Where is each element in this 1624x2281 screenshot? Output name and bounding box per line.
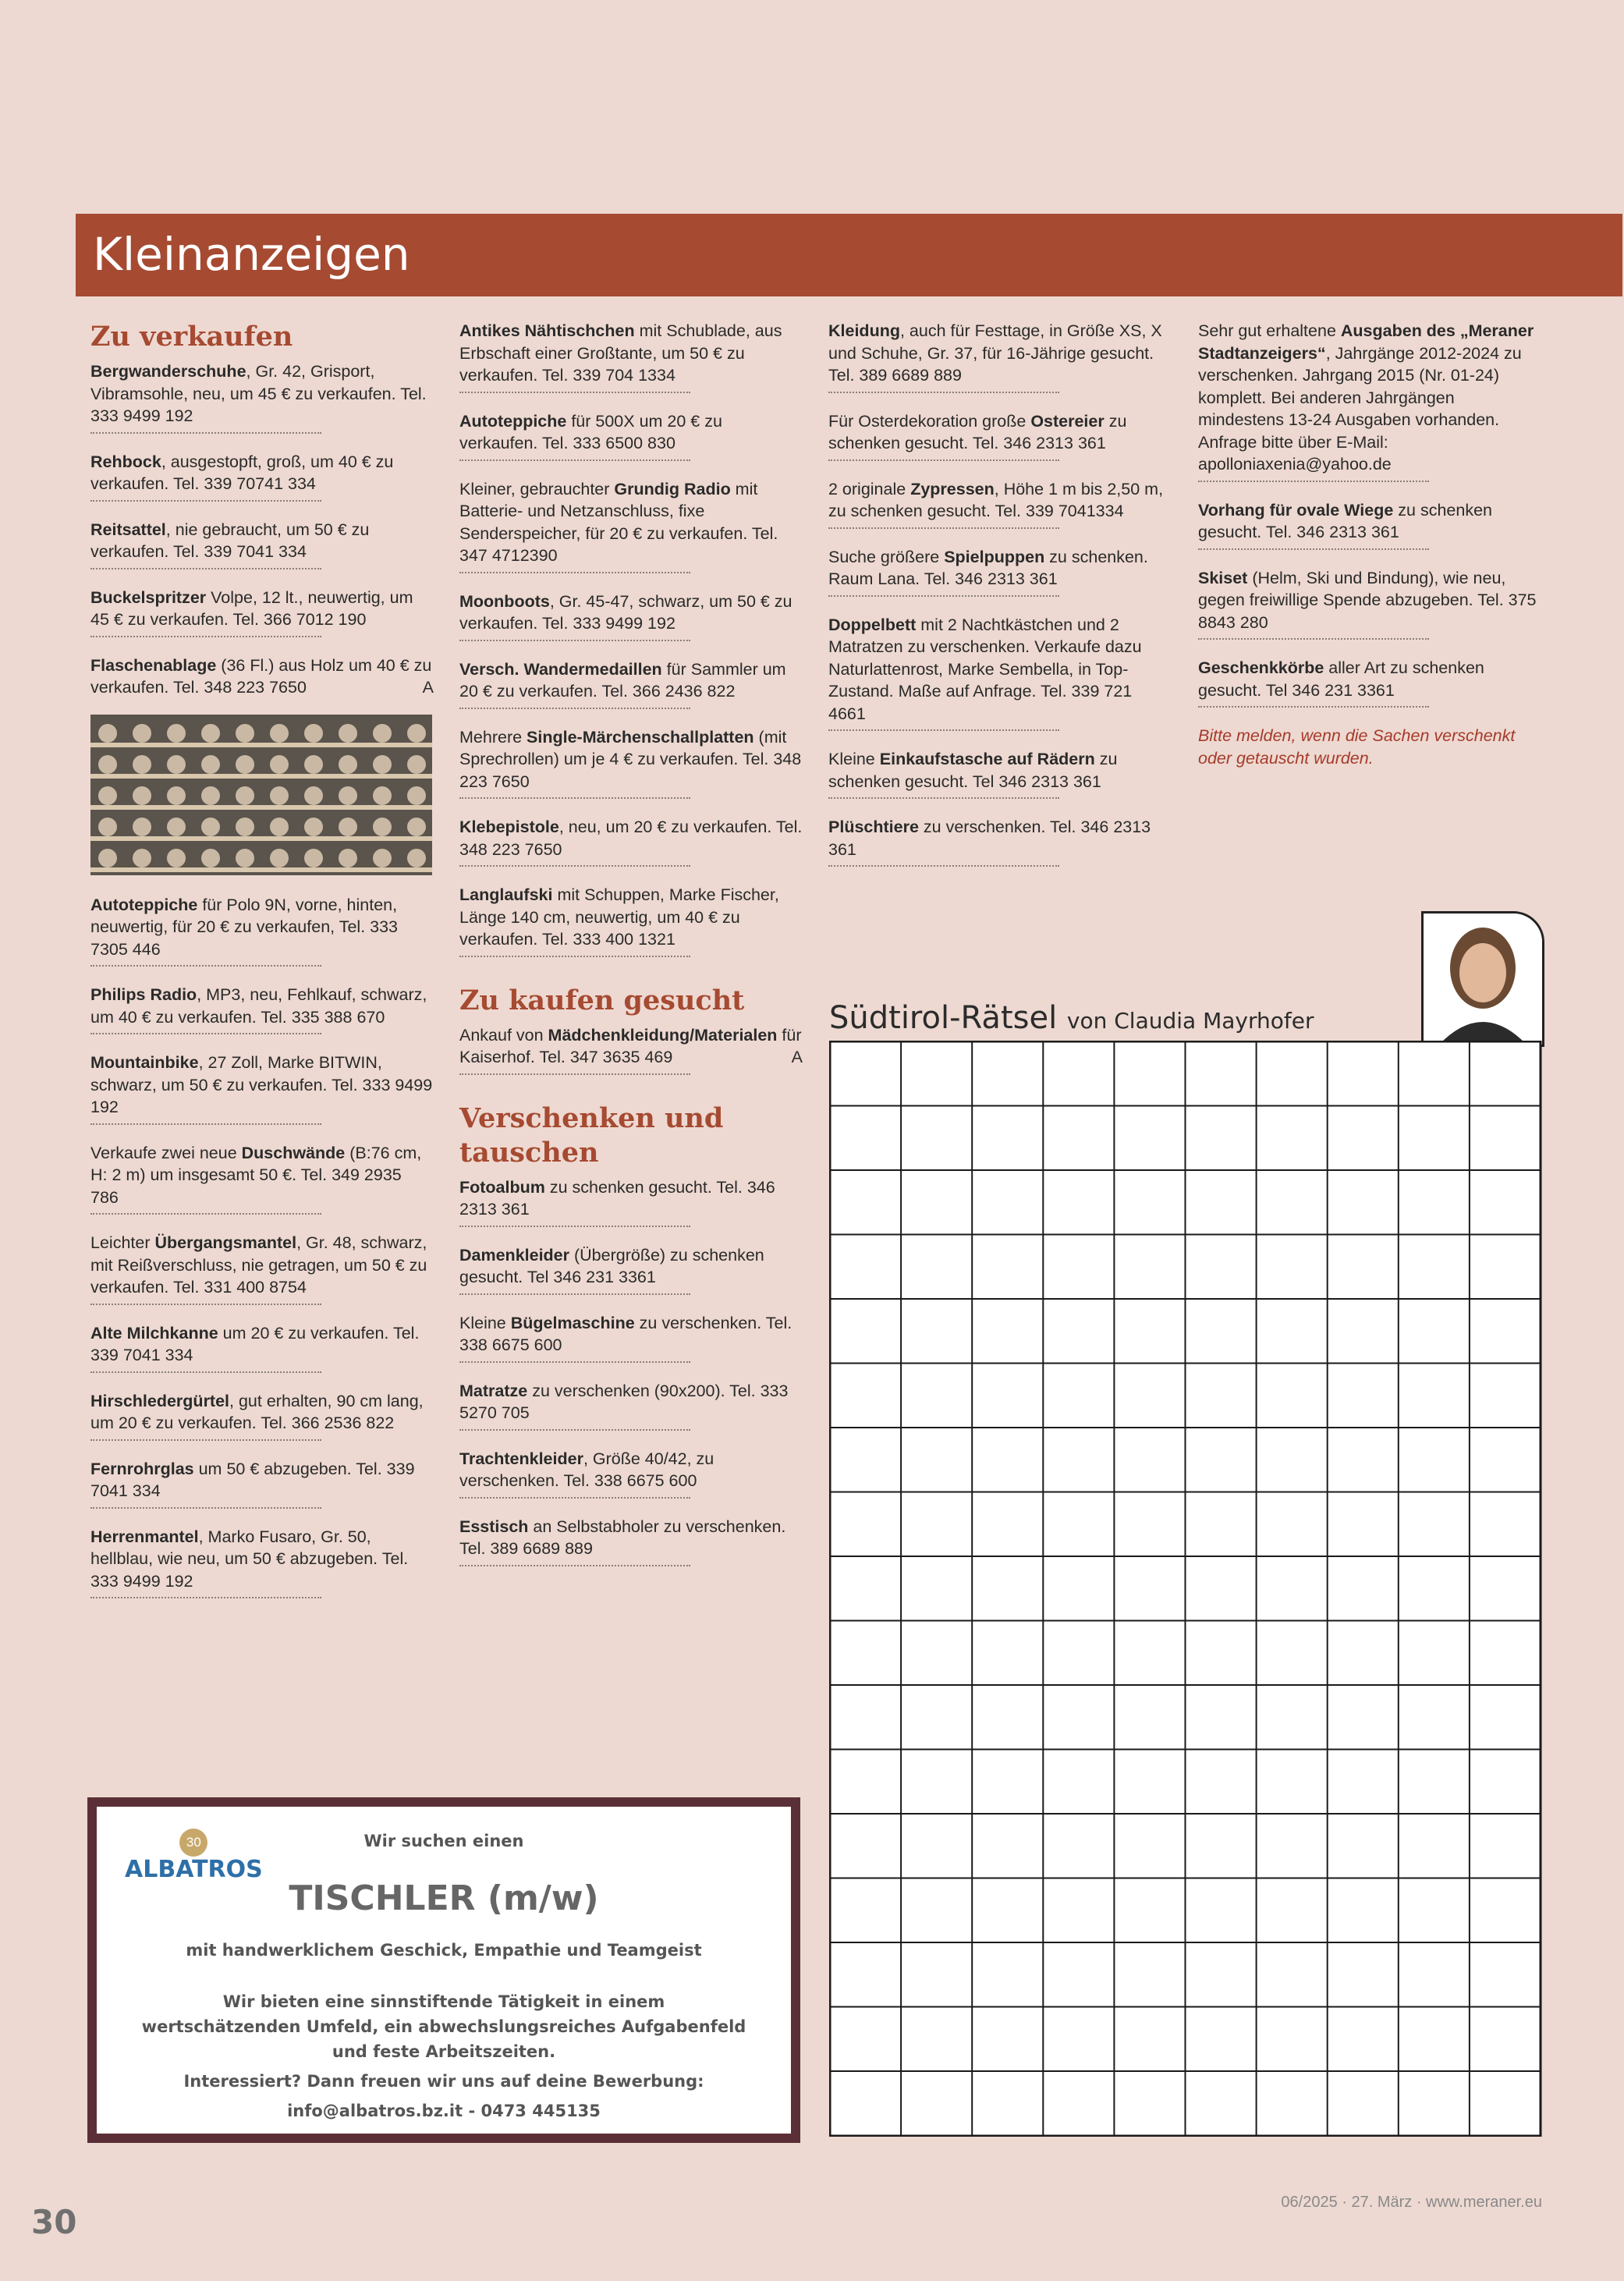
- crossword-svg: [829, 1041, 1542, 2137]
- ad-text: , Gr. 42, Grisport, Vibramsohle, neu, um 45 € zu verkaufen. Tel. 333 9499 192: [90, 362, 427, 425]
- ad-keyword: Herrenmantel: [90, 1527, 199, 1546]
- ad-item: [459, 1448, 803, 1499]
- ads-list-3: [828, 320, 1172, 867]
- ad-keyword: Versch. Wandermedaillen: [459, 659, 662, 679]
- divider: [459, 1293, 690, 1295]
- job-offer: [97, 1989, 791, 2064]
- job-ad-intro: Wir suchen einen: [363, 1832, 524, 1850]
- ad-text: für 500X um 20 € zu verkaufen. Tel. 333 6500 830: [459, 411, 722, 452]
- ad-keyword: Alte Milchkanne: [90, 1323, 218, 1343]
- ad-item: [459, 1312, 803, 1363]
- column-1: [90, 320, 434, 1616]
- footer-meta: 06/2025 · 27. März · www.meraner.eu: [1281, 2194, 1542, 2211]
- ad-keyword: Flaschenablage: [90, 655, 217, 675]
- ad-item: [459, 726, 803, 800]
- ad-item: [1198, 499, 1541, 550]
- ad-item: [90, 519, 434, 569]
- ad-keyword: Single-Märchenschallplatten: [527, 727, 754, 747]
- divider: [1198, 706, 1429, 708]
- section-title-wanted: Zu kaufen gesucht: [459, 984, 745, 1016]
- ad-text: mit Schuppen, Marke Fischer, Länge 140 cm, neuwertig, um 40 € zu verkaufen. Tel. 333 400 1321: [459, 885, 779, 949]
- ad-item: [828, 546, 1172, 597]
- ad-keyword: Trachtenkleider: [459, 1449, 583, 1468]
- ad-keyword: Rehbock: [90, 452, 161, 471]
- ad-keyword: Fernrohrglas: [90, 1459, 194, 1478]
- portrait-image: [1424, 913, 1542, 1045]
- ad-text: , 27 Zoll, Marke BITWIN, schwarz, um 50 € zu verkaufen. Tel. 333 9499 192: [90, 1053, 433, 1116]
- divider: [1198, 548, 1429, 550]
- job-ad-inner: [97, 1807, 791, 2134]
- divider: [1198, 481, 1429, 482]
- ad-item: [90, 984, 434, 1034]
- job-skills: mit handwerklichem Geschick, Empathie und Teamgeist: [186, 1941, 702, 1960]
- ad-item: [828, 478, 1172, 529]
- ad-text: zu verschenken. Tel. 346 2313 361: [828, 818, 1151, 859]
- ad-keyword: Philips Radio: [90, 985, 197, 1004]
- ad-prefix: Kleine: [828, 750, 880, 768]
- ad-text: für Kaiserhof. Tel. 347 3635 469: [459, 1025, 802, 1066]
- ad-mark: A: [791, 1048, 803, 1066]
- ad-prefix: Mehrere: [459, 727, 527, 747]
- puzzle-author: von Claudia Mayrhofer: [1066, 1008, 1314, 1034]
- ads-list-4: [1198, 320, 1541, 708]
- ad-text: , Höhe 1 m bis 2,50 m, zu schenken gesucht. Tel. 339 7041334: [828, 479, 1164, 520]
- ad-keyword: Autoteppiche: [459, 411, 567, 431]
- ad-text: , ausgestopft, groß, um 40 € zu verkaufen. Tel. 339 70741 334: [90, 452, 394, 493]
- anniversary-badge: 30: [179, 1829, 207, 1857]
- ad-prefix: Leichter: [90, 1233, 155, 1252]
- divider: [459, 797, 690, 799]
- column-3: [828, 320, 1172, 884]
- ad-text: , Gr. 45-47, schwarz, um 50 € zu verkaufen. Tel. 333 9499 192: [459, 591, 792, 633]
- ad-item: [828, 410, 1172, 461]
- ad-item: [90, 1526, 434, 1599]
- ad-keyword: Langlaufski: [459, 885, 553, 904]
- puzzle-title: [829, 999, 1314, 1041]
- puzzle-title-main: Südtirol-Rätsel: [829, 1000, 1058, 1036]
- ad-keyword: Ausgaben des „Meraner Stadtanzeigers“: [1198, 321, 1534, 363]
- ad-text: , Gr. 48, schwarz, mit Reißverschluss, nie getragen, um 50 € zu verkaufen. Tel. 331 400 8754: [90, 1233, 427, 1297]
- ad-text: zu verschenken. Tel. 338 6675 600: [459, 1313, 792, 1354]
- ad-item: [459, 410, 803, 461]
- ad-text: zu schenken gesucht. Tel 346 2313 361: [828, 750, 1118, 791]
- ad-text: , gut erhalten, 90 cm lang, um 20 € zu verkaufen. Tel. 366 2536 822: [90, 1391, 424, 1432]
- ad-prefix: Suche größere: [828, 547, 945, 566]
- ad-keyword: Spielpuppen: [944, 547, 1045, 566]
- ad-keyword: Matratze: [459, 1381, 528, 1400]
- note-text: Bitte melden, wenn die Sachen verschenkt oder getauscht wurden.: [1198, 726, 1516, 768]
- ad-keyword: Duschwände: [241, 1143, 346, 1162]
- ad-text: , neu, um 20 € zu verkaufen. Tel. 348 223 7650: [459, 818, 803, 859]
- ad-text: , MP3, neu, Fehlkauf, schwarz, um 40 € zu verkaufen. Tel. 335 388 670: [90, 985, 427, 1027]
- ad-item: [90, 655, 434, 699]
- divider: [459, 1565, 690, 1566]
- divider: [1198, 638, 1429, 640]
- divider: [90, 568, 321, 569]
- divider: [90, 1213, 321, 1215]
- ad-item: [90, 1232, 434, 1305]
- author-portrait: [1421, 911, 1544, 1047]
- column-2: [459, 320, 803, 1584]
- divider: [459, 1073, 690, 1075]
- ad-item: [459, 1380, 803, 1431]
- section-title-give: Verschenken und tauschen: [459, 1101, 724, 1169]
- ad-prefix: 2 originale: [828, 479, 911, 498]
- ad-text: um 50 € abzugeben. Tel. 339 7041 334: [90, 1459, 415, 1500]
- ads-list-2: [459, 320, 803, 957]
- divider: [828, 392, 1059, 393]
- ad-prefix: Verkaufe zwei neue: [90, 1143, 242, 1162]
- ad-item: [459, 1176, 803, 1227]
- bottle-rack-photo: [90, 715, 432, 875]
- ad-keyword: Ostereier: [1030, 411, 1105, 431]
- job-offer-line-3: und feste Arbeitszeiten.: [332, 2042, 556, 2061]
- ad-text: (mit Sprechrollen) um je 4 € zu verkaufen. Tel. 348 223 7650: [459, 727, 802, 791]
- ad-item: [828, 816, 1172, 867]
- ads-list-wanted: [459, 1024, 803, 1075]
- divider: [90, 965, 321, 967]
- ad-text: , nie gebraucht, um 50 € zu verkaufen. Tel. 339 7041 334: [90, 520, 370, 561]
- job-contact: info@albatros.bz.it - 0473 445135: [287, 2102, 601, 2120]
- divider: [828, 459, 1059, 461]
- logo-text: ALBATROS: [125, 1856, 263, 1883]
- column-4: [1198, 320, 1541, 769]
- ad-prefix: Für Osterdekoration große: [828, 411, 1031, 431]
- ad-prefix: Kleiner, gebrauchter: [459, 479, 615, 498]
- ad-keyword: Reitsattel: [90, 520, 166, 539]
- ad-text: , Größe 40/42, zu verschenken. Tel. 338 6675 600: [459, 1449, 714, 1490]
- divider: [459, 1429, 690, 1431]
- ad-item: [828, 748, 1172, 799]
- ad-keyword: Geschenkkörbe: [1198, 658, 1324, 677]
- section-title-sell: Zu verkaufen: [90, 321, 293, 353]
- ad-keyword: Esstisch: [459, 1517, 529, 1536]
- ad-item: [828, 320, 1172, 393]
- divider: [90, 1507, 321, 1509]
- ad-text: Volpe, 12 lt., neuwertig, um 45 € zu verkaufen. Tel. 366 7012 190: [90, 587, 413, 629]
- ad-keyword: Hirschledergürtel: [90, 1391, 230, 1410]
- divider: [90, 500, 321, 502]
- ad-item: [459, 1244, 803, 1295]
- ad-item: [90, 1052, 434, 1125]
- divider: [90, 1123, 321, 1125]
- ad-item: [90, 1390, 434, 1441]
- divider: [459, 1361, 690, 1363]
- ad-keyword: Einkaufstasche auf Rädern: [879, 750, 1095, 768]
- ad-item: [1198, 320, 1541, 482]
- ad-text: für Polo 9N, vorne, hinten, neuwertig, für 20 € zu verkaufen, Tel. 333 7305 446: [90, 895, 399, 959]
- ad-text: (36 Fl.) aus Holz um 40 € zu verkaufen. Tel. 348 223 7650: [90, 655, 432, 697]
- ad-keyword: Vorhang für ovale Wiege: [1198, 500, 1394, 520]
- ad-prefix: Sehr gut erhaltene: [1198, 321, 1341, 340]
- ad-item: [459, 884, 803, 957]
- ad-keyword: Antikes Nähtischchen: [459, 321, 635, 340]
- ad-keyword: Damenkleider: [459, 1245, 570, 1265]
- ad-item: [90, 1142, 434, 1215]
- divider: [828, 595, 1059, 597]
- ad-keyword: Skiset: [1198, 568, 1248, 587]
- ad-keyword: Klebepistole: [459, 818, 559, 836]
- ad-item: [459, 1024, 803, 1075]
- job-title: TISCHLER (m/w): [289, 1878, 599, 1918]
- divider: [459, 640, 690, 641]
- ad-item: [90, 360, 434, 434]
- ad-item: [459, 478, 803, 573]
- ad-text: mit Schublade, aus Erbschaft einer Großtante, um 50 € zu verkaufen. Tel. 339 704 1334: [459, 321, 782, 385]
- ad-keyword: Bergwanderschuhe: [90, 362, 246, 381]
- ad-item: [459, 1516, 803, 1566]
- divider: [90, 1371, 321, 1373]
- ad-item: [90, 587, 434, 637]
- ad-prefix: Kleine: [459, 1313, 511, 1332]
- divider: [459, 1497, 690, 1499]
- ad-item: [1198, 567, 1541, 640]
- divider: [90, 1597, 321, 1598]
- divider: [828, 797, 1059, 799]
- ad-keyword: Kleidung: [828, 321, 900, 340]
- ad-keyword: Bügelmaschine: [510, 1313, 635, 1332]
- ad-text: zu schenken. Raum Lana. Tel. 346 2313 361: [828, 547, 1148, 588]
- ad-keyword: Autoteppiche: [90, 895, 198, 914]
- page-title: Kleinanzeigen: [93, 228, 410, 281]
- divider: [828, 527, 1059, 529]
- ad-keyword: Mountainbike: [90, 1053, 199, 1072]
- ad-keyword: Zypressen: [910, 479, 995, 498]
- divider: [459, 708, 690, 709]
- ad-text: , Jahrgänge 2012-2024 zu verschenken. Jahrgang 2015 (Nr. 01-24) komplett. Bei anderen Jahrgängen mindestens 13-24 Ausgaben vorhanden. Anfrage bitte über E-Mail: apolloniaxenia@yahoo.de: [1198, 343, 1522, 474]
- divider: [459, 865, 690, 867]
- ad-mark: A: [422, 678, 434, 697]
- ad-item: [459, 320, 803, 393]
- ad-text: zu schenken gesucht. Tel. 346 2313 361: [1198, 500, 1492, 541]
- ad-text: zu verschenken (90x200). Tel. 333 5270 705: [459, 1381, 789, 1422]
- ad-prefix: Ankauf von: [459, 1025, 548, 1045]
- divider: [90, 1304, 321, 1305]
- divider: [90, 636, 321, 637]
- ad-item: [90, 451, 434, 502]
- divider: [828, 729, 1059, 731]
- ad-text: aller Art zu schenken gesucht. Tel 346 231 3361: [1198, 658, 1484, 700]
- ad-text: (B:76 cm, H: 2 m) um insgesamt 50 €. Tel. 349 2935 786: [90, 1143, 422, 1207]
- ad-item: [459, 816, 803, 867]
- ad-text: (Übergröße) zu schenken gesucht. Tel 346 231 3361: [459, 1245, 764, 1286]
- ad-item: [90, 1458, 434, 1509]
- crossword-grid[interactable]: [829, 1041, 1542, 1360]
- ad-keyword: Fotoalbum: [459, 1177, 545, 1197]
- ad-text: , Marko Fusaro, Gr. 50, hellblau, wie neu, um 50 € abzugeben. Tel. 333 9499 192: [90, 1527, 409, 1591]
- divider: [459, 392, 690, 393]
- ad-keyword: Übergangsmantel: [154, 1233, 297, 1252]
- ad-text: zu schenken gesucht. Tel. 346 2313 361: [459, 1177, 775, 1219]
- ad-keyword: Doppelbett: [828, 615, 917, 634]
- divider: [459, 1226, 690, 1227]
- page-number: 30: [31, 2203, 77, 2241]
- ad-keyword: Plüschtiere: [828, 818, 919, 836]
- ad-text: mit Batterie- und Netzanschluss, fixe Senderspeicher, für 20 € zu verkaufen. Tel. 347 4712390: [459, 479, 778, 565]
- ad-text: (Helm, Ski und Bindung), wie neu, gegen freiwillige Spende abzugeben. Tel. 375 8843 280: [1198, 568, 1537, 632]
- header-banner: [76, 214, 1622, 296]
- ad-item: [1198, 657, 1541, 708]
- ad-keyword: Mädchenkleidung/Materialen: [548, 1025, 778, 1045]
- job-offer-line-2: wertschätzenden Umfeld, ein abwechslungsreiches Aufgabenfeld: [141, 2017, 746, 2036]
- divider: [90, 1033, 321, 1034]
- job-offer-line-1: Wir bieten eine sinnstiftende Tätigkeit in einem: [222, 1992, 665, 2011]
- ad-item: [828, 614, 1172, 732]
- ad-keyword: Buckelspritzer: [90, 587, 207, 607]
- ad-item: [459, 591, 803, 641]
- ad-text: zu schenken gesucht. Tel. 346 2313 361: [828, 411, 1127, 452]
- divider: [90, 432, 321, 434]
- ad-text: mit 2 Nachtkästchen und 2 Matratzen zu verschenken. Verkaufe dazu Naturlattenrost, Marke Sembella, in Top-Zustand. Maße auf Anfrage. Tel. 339 721 4661: [828, 615, 1142, 723]
- ad-text: für Sammler um 20 € zu verkaufen. Tel. 366 2436 822: [459, 659, 786, 701]
- job-ad: [87, 1797, 800, 2143]
- ad-text: , auch für Festtage, in Größe XS, X und Schuhe, Gr. 37, für 16-Jährige gesucht. Tel. 389 6689 889: [828, 321, 1162, 385]
- ad-keyword: Grundig Radio: [614, 479, 731, 498]
- divider: [90, 1439, 321, 1441]
- ad-keyword: Moonboots: [459, 591, 550, 611]
- job-cta: Interessiert? Dann freuen wir uns auf deine Bewerbung:: [183, 2072, 704, 2091]
- ad-text: an Selbstabholer zu verschenken. Tel. 389 6689 889: [459, 1517, 786, 1558]
- ad-item: [90, 1322, 434, 1373]
- divider: [459, 956, 690, 957]
- divider: [459, 459, 690, 461]
- divider: [459, 572, 690, 573]
- ads-list-1: [90, 360, 434, 1598]
- divider: [828, 865, 1059, 867]
- ad-text: um 20 € zu verkaufen. Tel. 339 7041 334: [90, 1323, 420, 1364]
- ads-list-give: [459, 1176, 803, 1566]
- ad-item: [459, 658, 803, 709]
- ad-item: [90, 894, 434, 967]
